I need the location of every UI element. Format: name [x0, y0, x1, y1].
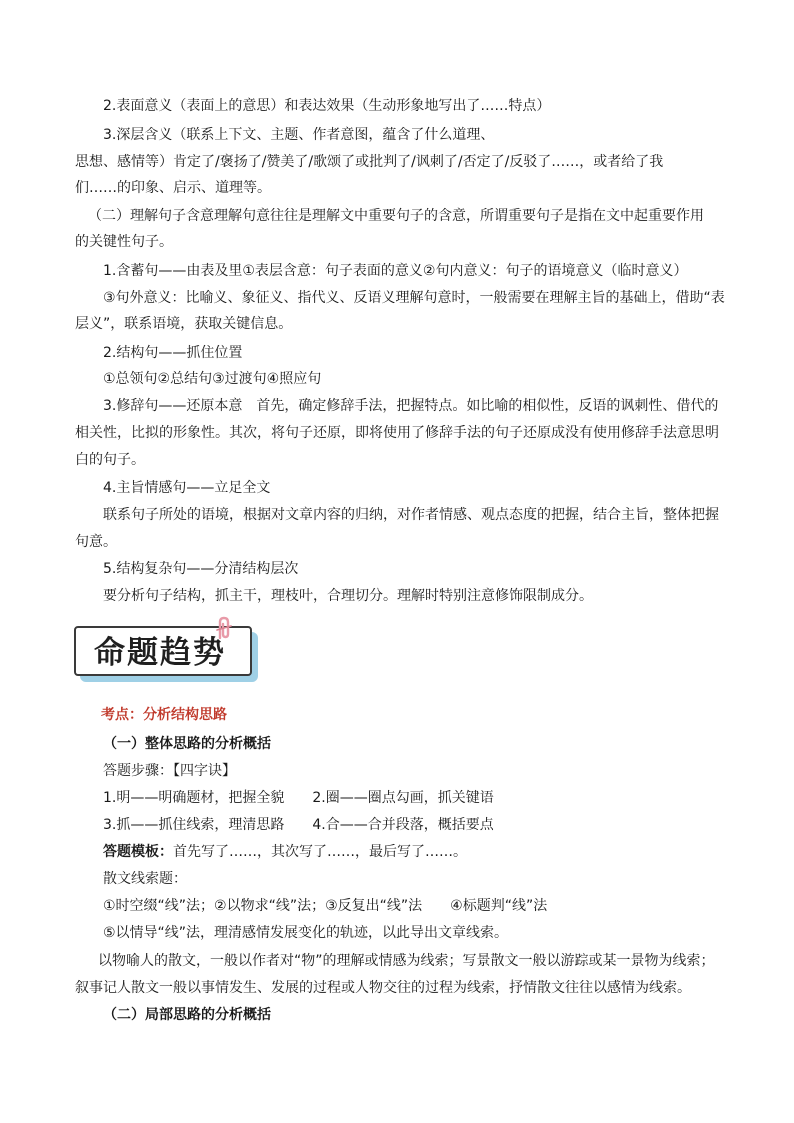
- text-line: ①时空缀“线”法；②以物求“线”法；③反复出“线”法 ④标题判“线”法: [103, 898, 548, 914]
- text-line: 1.明——明确题材，把握全貌 2.圈——圈点勾画，抓关键语: [103, 790, 494, 806]
- text-line: 白的句子。: [75, 452, 145, 468]
- text-line: 叙事记人散文一般以事情发生、发展的过程或人物交往的过程为线索，抒情散文往往以感情为线索。: [75, 980, 691, 996]
- template-label: 答题模板：: [103, 844, 173, 860]
- text-line: 3.深层含义（联系上下文、主题、作者意图，蕴含了什么道理、: [103, 127, 495, 143]
- template-text: 首先写了……，其次写了……，最后写了……。: [173, 844, 467, 860]
- text-line: 2.表面意义（表面上的意思）和表达效果（生动形象地写出了……特点）: [103, 98, 551, 114]
- text-line: 的关键性句子。: [75, 234, 173, 250]
- text-line: 句意。: [75, 534, 117, 550]
- text-line: 要分析句子结构，抓主干，理枝叶，合理切分。理解时特别注意修饰限制成分。: [103, 588, 593, 604]
- text-line: 散文线索题：: [103, 871, 187, 887]
- template-line: [103, 842, 467, 862]
- text-line: ⑤以情导“线”法，理清感情发展变化的轨迹，以此导出文章线索。: [103, 925, 509, 941]
- text-line: 层义”，联系语境，获取关键信息。: [75, 316, 293, 332]
- section-heading: （一）整体思路的分析概括: [103, 736, 271, 752]
- text-line: 1.含蓄句——由表及里①表层含意：句子表面的意义②句内意义：句子的语境意义（临时意义）: [103, 263, 688, 279]
- text-line: 3.修辞句——还原本意 首先，确定修辞手法，把握特点。如比喻的相似性，反语的讽刺性、借代的: [103, 398, 719, 414]
- text-line: 思想、感情等）肯定了/褒扬了/赞美了/歌颂了或批判了/讽刺了/否定了/反驳了……，或者给了我: [75, 154, 664, 170]
- text-line: （二）理解句子含意理解句意往往是理解文中重要句子的含意，所谓重要句子是指在文中起重要作用: [88, 208, 704, 224]
- text-line: 联系句子所处的语境，根据对文章内容的归纳，对作者情感、观点态度的把握，结合主旨，整体把握: [103, 507, 719, 523]
- text-line: 以物喻人的散文，一般以作者对“物”的理解或情感为线索；写景散文一般以游踪或某一景物为线索；: [98, 953, 715, 969]
- text-line: 2.结构句——抓住位置: [103, 345, 243, 361]
- banner-title: 命题趋势: [94, 635, 226, 671]
- text-line: 5.结构复杂句——分清结构层次: [103, 561, 299, 577]
- text-line: ③句外意义：比喻义、象征义、指代义、反语义理解句意时，一般需要在理解主旨的基础上，借助“表: [103, 290, 725, 306]
- text-line: 答题步骤：【四字诀】: [103, 763, 236, 779]
- section-heading: （二）局部思路的分析概括: [103, 1007, 271, 1023]
- kaodian-label: 考点：分析结构思路: [101, 707, 227, 723]
- text-line: 们……的印象、启示、道理等。: [75, 180, 271, 196]
- text-line: 4.主旨情感句——立足全文: [103, 480, 271, 496]
- text-line: 3.抓——抓住线索，理清思路 4.合——合并段落，概括要点: [103, 817, 494, 833]
- text-line: 相关性，比拟的形象性。其次，将句子还原，即将使用了修辞手法的句子还原成没有使用修辞手法意思明: [75, 425, 719, 441]
- section-banner: [74, 622, 264, 688]
- paperclip-icon: [213, 616, 235, 642]
- text-line: ①总领句②总结句③过渡句④照应句: [103, 371, 322, 387]
